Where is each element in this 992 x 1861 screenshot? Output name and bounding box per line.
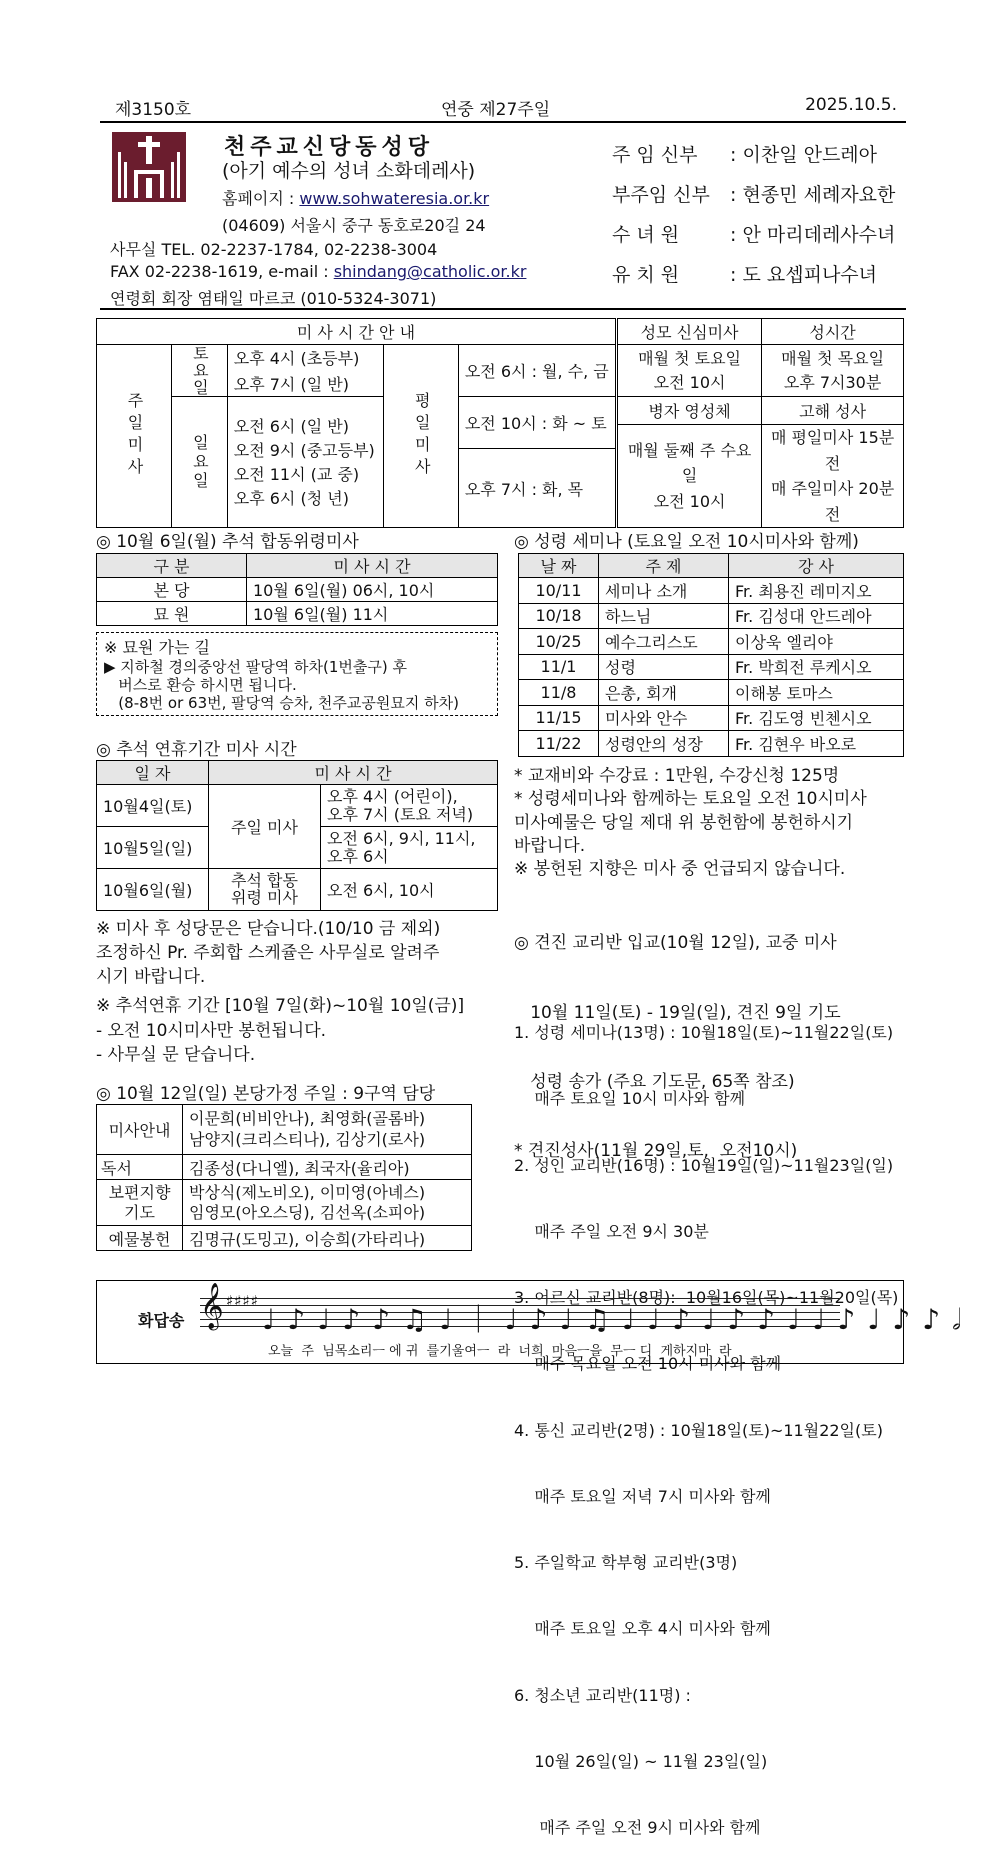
holy-hour-time: 매월 첫 목요일 오후 7시30분 [762, 345, 904, 397]
homepage-link[interactable]: www.sohwateresia.or.kr [299, 189, 490, 208]
bulletin-header [115, 95, 897, 120]
sunday-day-label: 일요일 [171, 397, 227, 528]
duty-role-2: 독서 [97, 1155, 183, 1180]
mass-times-title: 미 사 시 간 안 내 [97, 319, 617, 345]
chuseok-date-3: 10월6일(월) [97, 869, 209, 911]
association-president: 연령회 회장 염태일 마르코 (010-5324-3071) [110, 289, 437, 308]
treble-clef-icon: 𝄞 [200, 1283, 224, 1329]
chuseok-table [96, 760, 498, 911]
chuseok-header-2: 미 사 시 간 [209, 761, 498, 785]
memorial-title: ◎ 10월 6일(월) 추석 합동위령미사 [96, 532, 359, 552]
chuseok-time-1: 오후 4시 (어린이), 오후 7시 (토요 저녁) [321, 785, 498, 827]
confession-title: 고해 성사 [762, 397, 904, 425]
chuseok-type-memorial: 추석 합동 위령 미사 [209, 869, 321, 911]
weekday-mass-3: 오후 7시 : 화, 목 [458, 449, 616, 528]
parish-name: 천주교신당동성당 [224, 135, 435, 160]
office-tel: 사무실 TEL. 02-2237-1784, 02-2238-3004 [110, 240, 438, 259]
chuseok-date-2: 10월5일(일) [97, 827, 209, 869]
marian-time: 매월 첫 토요일 오전 10시 [616, 345, 761, 397]
table-row: 10/25 예수그리스도 이상욱 엘리야 [519, 629, 904, 655]
table-row: 11/8 은총, 회개 이해봉 토마스 [519, 680, 904, 706]
route-line-2: 버스로 환승 하시면 됩니다. [104, 676, 297, 694]
fax-email-line [110, 262, 526, 281]
staff-convent: 수 녀 원 : 안 마리데레사수녀 [612, 224, 896, 246]
duty-role-1: 미사안내 [97, 1105, 183, 1155]
memorial-header-1: 구 분 [97, 554, 247, 578]
homepage-line [222, 186, 489, 209]
memorial-row-2-time: 10월 6일(월) 11시 [247, 602, 498, 626]
liturgical-week: 연중 제27주일 [441, 100, 551, 120]
address: (04609) 서울시 중구 동호로20길 24 [222, 216, 486, 235]
duty-role-3: 보편지향 기도 [97, 1180, 183, 1226]
sunday-mass-label: 주일미사 [97, 345, 172, 528]
mass-times-table [96, 318, 904, 528]
duty-table [96, 1104, 472, 1251]
fax-label: FAX 02-2238-1619, e-mail : [110, 262, 334, 281]
header-rule [100, 121, 906, 123]
parish-patron: (아기 예수의 성녀 소화데레사) [222, 160, 476, 182]
chuseok-time-3: 오전 6시, 10시 [321, 869, 498, 911]
route-line-1: ▶ 지하철 경의중앙선 팔당역 하차(1번출구) 후 [104, 658, 407, 676]
duty-role-4: 예물봉헌 [97, 1226, 183, 1251]
weekday-mass-1: 오전 6시 : 월, 수, 금 [458, 345, 616, 397]
memorial-row-1-place: 본 당 [97, 578, 247, 602]
memorial-row-2-place: 묘 원 [97, 602, 247, 626]
table-row: 11/22 성령안의 성장 Fr. 김현우 바오로 [519, 731, 904, 757]
duty-names-2: 김종성(다니엘), 최국자(율리아) [183, 1155, 472, 1180]
church-logo [112, 132, 186, 202]
table-row: 11/15 미사와 안수 Fr. 김도영 빈첸시오 [519, 705, 904, 731]
confirmation-classes: 1. 성령 세미나(13명) : 10월18일(토)~11월22일(토) 매주 토요일 10시 미사와 함께 2. 성인 교리반(16명) : 10월19일(일)~11월23일(일) 매주 주일 오전 9시 30분 3. 어르신 교리반(8명): 10월16일(목)~11월20일(목) 매주 목요일 오전 10시 미사와 함께 4. 통신 교리반(2명) : 10월18일(토)~11월22일(토) 매주 토요일 저녁 7시 미사와 함께 5. 주일학교 학부형 교리반(3명) 매주 토요일 오후 4시 미사와 함께 6. 청소년 교리반(11명) : 10월 26일(일) ~ 11월 23일(일) 매주 주일 오전 9시 미사와 함께 [514, 1023, 899, 1837]
seminar-notes: * 교재비와 수강료 : 1만원, 수강신청 125명 * 성령세미나와 함께하는 토요일 오전 10시미사 미사예물은 당일 제대 위 봉헌함에 봉헌하시기 바랍니다. ※ 봉헌된 지향은 미사 중 언급되지 않습니다. [514, 766, 867, 880]
table-row: 10/11 세미나 소개 Fr. 최용진 레미지오 [519, 578, 904, 604]
duty-names-4: 김명규(도밍고), 이승희(가타리나) [183, 1226, 472, 1251]
key-signature-icon: ♯♯♯♯ [226, 1292, 260, 1310]
sick-time: 매월 둘째 주 수요일 오전 10시 [616, 425, 761, 528]
sunday-masses: 오전 6시 (일 반) 오전 9시 (중고등부) 오전 11시 (교 중) 오후 6시 (청 년) [227, 397, 384, 528]
table-row: 10/18 하느님 Fr. 김성대 안드레아 [519, 603, 904, 629]
seminar-header-date: 날 짜 [519, 554, 599, 578]
issue-date: 2025.10.5. [805, 95, 897, 115]
staff-assistant: 부주임 신부 : 현종민 세례자요한 [612, 184, 896, 206]
seminar-title: ◎ 성령 세미나 (토요일 오전 10시미사와 함께) [514, 532, 859, 552]
staff-kindergarten: 유 치 원 : 도 요셉피나수녀 [612, 264, 878, 286]
chuseok-time-2: 오전 6시, 9시, 11시, 오후 6시 [321, 827, 498, 869]
marian-title: 성모 신심미사 [616, 319, 761, 345]
duty-names-3: 박상식(제노비오), 이미영(아녜스) 임영모(아오스딩), 김선옥(소피아) [183, 1180, 472, 1226]
psalm-label: 화답송 [138, 1311, 185, 1330]
saturday-mass-2: 오후 7시 (일 반) [227, 371, 384, 397]
chuseok-header-1: 일 자 [97, 761, 209, 785]
duty-names-1: 이문희(비비안나), 최영화(골롬바) 남양지(크리스티나), 김상기(로사) [183, 1105, 472, 1155]
chuseok-notes: ※ 미사 후 성당문은 닫습니다.(10/10 금 제외) 조정하신 Pr. 주회합 스케쥴은 사무실로 알려주 시기 바랍니다. [96, 919, 441, 987]
psalm-lyrics: 오늘 주 님목소리ㅡ 에 귀 를기울여ㅡ 라 너희 마음ㅡ을 무ㅡ 디 게하지마 라 [268, 1344, 732, 1359]
weekday-mass-2: 오전 10시 : 화 ~ 토 [458, 397, 616, 449]
music-notes-icon: ♩♪♩♪♪♫♩｜♩♪♩♫♩♩♪♩♪♪♩♩♪♩♪♪𝅗𝅥 [262, 1303, 974, 1336]
chuseok-type-sunday: 주일 미사 [209, 785, 321, 869]
seminar-header-speaker: 강 사 [729, 554, 904, 578]
chuseok-date-1: 10월4일(토) [97, 785, 209, 827]
saturday-mass-1: 오후 4시 (초등부) [227, 345, 384, 371]
seminar-header-topic: 주 제 [599, 554, 729, 578]
route-line-3: (8-8번 or 63번, 팔당역 승차, 천주교공원묘지 하차) [104, 694, 459, 712]
holy-hour-title: 성시간 [762, 319, 904, 345]
sick-title: 병자 영성체 [616, 397, 761, 425]
saturday-label: 토요일 [171, 345, 227, 397]
issue-number: 제3150호 [115, 100, 192, 120]
weekday-mass-label: 평일미사 [384, 345, 459, 528]
holiday-notes: ※ 추석연휴 기간 [10월 7일(화)~10월 10일(금)] - 오전 10시미사만 봉헌됩니다. - 사무실 문 닫습니다. [96, 996, 465, 1066]
chuseok-title: ◎ 추석 연휴기간 미사 시간 [96, 740, 297, 760]
table-row: 11/1 성령 Fr. 박희전 루케시오 [519, 654, 904, 680]
masthead-rule [100, 308, 906, 310]
staff-pastor: 주 임 신부 : 이찬일 안드레아 [612, 144, 878, 166]
confession-time: 매 평일미사 15분전 매 주일미사 20분전 [762, 425, 904, 528]
memorial-header-2: 미 사 시 간 [247, 554, 498, 578]
email-link[interactable]: shindang@catholic.or.kr [333, 262, 527, 281]
route-title: ※ 묘원 가는 길 [104, 638, 210, 657]
confirmation-intro: ◎ 견진 교리반 입교(10월 12일), 교중 미사 10월 11일(토) - 19일(일), 견진 9일 기도 성령 송가 (주요 기도문, 65쪽 참조) * 견진성사(11월 29일,토, 오전10시) [514, 933, 841, 1162]
memorial-row-1-time: 10월 6일(월) 06시, 10시 [247, 578, 498, 602]
duty-title: ◎ 10월 12일(일) 본당가정 주일 : 9구역 담당 [96, 1084, 436, 1104]
seminar-table [518, 553, 904, 757]
memorial-table [96, 553, 498, 626]
homepage-label: 홈페이지 : [222, 189, 300, 208]
